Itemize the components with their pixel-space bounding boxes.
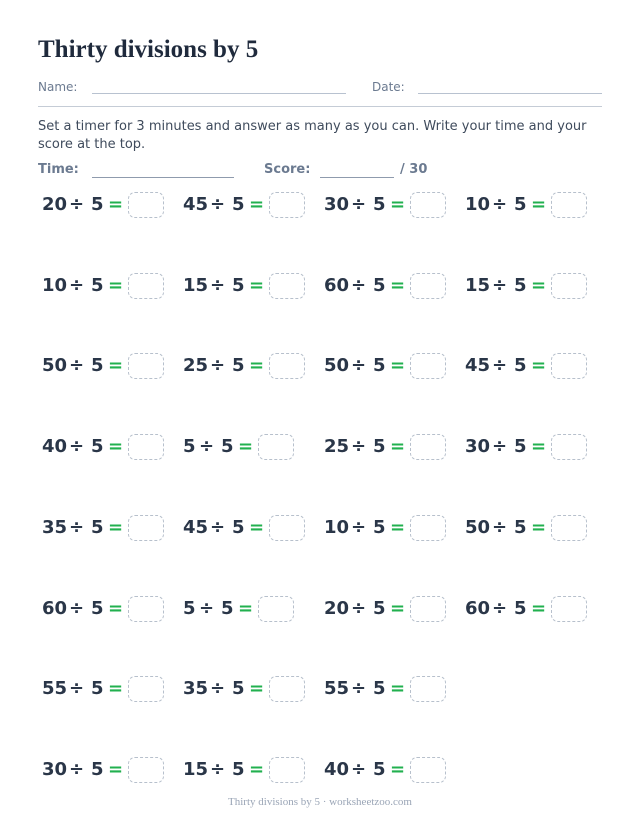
divisor: 5: [373, 194, 386, 215]
dividend: 5: [183, 597, 196, 619]
dividend: 25: [183, 355, 209, 377]
division-problem: [183, 434, 333, 462]
date-label: Date:: [372, 80, 405, 94]
division-problem: [42, 757, 192, 785]
division-problem: [183, 353, 333, 381]
answer-box[interactable]: [128, 676, 164, 702]
equals-symbol: =: [108, 516, 124, 538]
footer-credit: Thirty divisions by 5 · worksheetzoo.com: [228, 796, 412, 808]
dividend: 50: [324, 355, 350, 377]
division-problem: [42, 515, 192, 543]
divide-symbol: ÷: [69, 436, 85, 458]
answer-box[interactable]: [269, 676, 305, 702]
answer-box[interactable]: [551, 273, 587, 299]
divisor: 5: [373, 516, 386, 538]
dividend: 45: [465, 355, 491, 377]
answer-box[interactable]: [128, 192, 164, 218]
equals-symbol: =: [249, 516, 265, 538]
division-problem: [465, 596, 615, 624]
divisor: 5: [91, 678, 104, 700]
division-problem: [42, 353, 192, 381]
divisor: 5: [232, 516, 245, 538]
divide-symbol: ÷: [492, 194, 508, 215]
divisor: 5: [91, 274, 104, 296]
dividend: 55: [42, 678, 68, 700]
equals-symbol: =: [108, 678, 124, 700]
answer-box[interactable]: [128, 353, 164, 379]
division-problem: [183, 757, 333, 785]
dividend: 10: [324, 516, 350, 538]
dividend: 30: [465, 436, 491, 458]
answer-box[interactable]: [410, 192, 446, 218]
answer-box[interactable]: [269, 273, 305, 299]
divisor: 5: [373, 436, 386, 458]
divide-symbol: ÷: [199, 436, 215, 458]
answer-box[interactable]: [410, 676, 446, 702]
answer-box[interactable]: [128, 757, 164, 783]
equals-symbol: =: [238, 597, 254, 619]
divide-symbol: ÷: [69, 597, 85, 619]
division-problem: [42, 596, 192, 624]
dividend: 60: [465, 597, 491, 619]
division-problem: [465, 192, 615, 220]
divisor: 5: [514, 355, 527, 377]
divide-symbol: ÷: [492, 436, 508, 458]
answer-box[interactable]: [269, 757, 305, 783]
divide-symbol: ÷: [69, 678, 85, 700]
equals-symbol: =: [531, 194, 547, 215]
divide-symbol: ÷: [69, 758, 85, 780]
divide-symbol: ÷: [351, 758, 367, 780]
division-problem: [324, 434, 474, 462]
dividend: 35: [42, 516, 68, 538]
division-problem: [42, 273, 192, 301]
equals-symbol: =: [531, 274, 547, 296]
equals-symbol: =: [390, 274, 406, 296]
dividend: 50: [465, 516, 491, 538]
dividend: 20: [324, 597, 350, 619]
divide-symbol: ÷: [351, 355, 367, 377]
divisor: 5: [514, 436, 527, 458]
answer-box[interactable]: [269, 515, 305, 541]
answer-box[interactable]: [551, 353, 587, 379]
division-problem: [465, 434, 615, 462]
divisor: 5: [232, 678, 245, 700]
answer-box[interactable]: [258, 596, 294, 622]
equals-symbol: =: [108, 355, 124, 377]
divisor: 5: [91, 758, 104, 780]
dividend: 45: [183, 194, 209, 215]
name-label: Name:: [38, 80, 78, 94]
answer-box[interactable]: [128, 273, 164, 299]
answer-box[interactable]: [269, 192, 305, 218]
division-problem: [324, 515, 474, 543]
divide-symbol: ÷: [351, 436, 367, 458]
divisor: 5: [221, 436, 234, 458]
answer-box[interactable]: [410, 757, 446, 783]
division-problem: [42, 192, 192, 220]
division-problem: [465, 273, 615, 301]
divisor: 5: [91, 436, 104, 458]
equals-symbol: =: [531, 436, 547, 458]
dividend: 45: [183, 516, 209, 538]
answer-box[interactable]: [128, 515, 164, 541]
dividend: 40: [324, 758, 350, 780]
divide-symbol: ÷: [69, 274, 85, 296]
equals-symbol: =: [531, 355, 547, 377]
divisor: 5: [91, 516, 104, 538]
dividend: 60: [42, 597, 68, 619]
divisor: 5: [514, 274, 527, 296]
equals-symbol: =: [238, 436, 254, 458]
divide-symbol: ÷: [210, 758, 226, 780]
division-problem: [183, 273, 333, 301]
divisor: 5: [232, 274, 245, 296]
dividend: 15: [465, 274, 491, 296]
equals-symbol: =: [249, 194, 265, 215]
divide-symbol: ÷: [69, 516, 85, 538]
divide-symbol: ÷: [210, 274, 226, 296]
divide-symbol: ÷: [351, 516, 367, 538]
divisor: 5: [514, 516, 527, 538]
divide-symbol: ÷: [492, 274, 508, 296]
dividend: 20: [42, 194, 68, 215]
equals-symbol: =: [249, 678, 265, 700]
divide-symbol: ÷: [210, 194, 226, 215]
equals-symbol: =: [390, 516, 406, 538]
divide-symbol: ÷: [210, 516, 226, 538]
equals-symbol: =: [390, 436, 406, 458]
page-title: Thirty divisions by 5: [38, 36, 259, 63]
divisor: 5: [373, 678, 386, 700]
divide-symbol: ÷: [351, 597, 367, 619]
dividend: 50: [42, 355, 68, 377]
divisor: 5: [373, 355, 386, 377]
divide-symbol: ÷: [492, 516, 508, 538]
dividend: 30: [42, 758, 68, 780]
dividend: 35: [183, 678, 209, 700]
divisor: 5: [373, 597, 386, 619]
dividend: 60: [324, 274, 350, 296]
division-problem: [324, 757, 474, 785]
divisor: 5: [514, 597, 527, 619]
divide-symbol: ÷: [351, 194, 367, 215]
answer-box[interactable]: [551, 515, 587, 541]
equals-symbol: =: [108, 274, 124, 296]
divide-symbol: ÷: [199, 597, 215, 619]
division-problem: [183, 515, 333, 543]
equals-symbol: =: [108, 758, 124, 780]
answer-box[interactable]: [410, 353, 446, 379]
division-problem: [324, 353, 474, 381]
dividend: 25: [324, 436, 350, 458]
dividend: 10: [465, 194, 491, 215]
division-problem: [183, 192, 333, 220]
divisor: 5: [232, 355, 245, 377]
equals-symbol: =: [390, 597, 406, 619]
division-problem: [183, 676, 333, 704]
divisor: 5: [232, 758, 245, 780]
answer-box[interactable]: [128, 434, 164, 460]
divide-symbol: ÷: [210, 678, 226, 700]
divisor: 5: [91, 194, 104, 215]
equals-symbol: =: [531, 597, 547, 619]
division-problem: [324, 192, 474, 220]
divide-symbol: ÷: [492, 597, 508, 619]
equals-symbol: =: [249, 274, 265, 296]
answer-box[interactable]: [551, 434, 587, 460]
equals-symbol: =: [108, 597, 124, 619]
division-problem: [465, 353, 615, 381]
equals-symbol: =: [390, 355, 406, 377]
score-label: Score:: [264, 162, 311, 177]
division-problem: [42, 434, 192, 462]
answer-box[interactable]: [410, 515, 446, 541]
dividend: 40: [42, 436, 68, 458]
dividend: 10: [42, 274, 68, 296]
divisor: 5: [373, 758, 386, 780]
equals-symbol: =: [390, 758, 406, 780]
division-problem: [324, 273, 474, 301]
divisor: 5: [514, 194, 527, 215]
division-problem: [183, 596, 333, 624]
equals-symbol: =: [531, 516, 547, 538]
dividend: 30: [324, 194, 350, 215]
divisor: 5: [373, 274, 386, 296]
division-problem: [324, 596, 474, 624]
divisor: 5: [232, 194, 245, 215]
answer-box[interactable]: [410, 273, 446, 299]
answer-box[interactable]: [269, 353, 305, 379]
equals-symbol: =: [249, 355, 265, 377]
divide-symbol: ÷: [351, 274, 367, 296]
dividend: 15: [183, 758, 209, 780]
dividend: 55: [324, 678, 350, 700]
divisor: 5: [91, 597, 104, 619]
answer-box[interactable]: [128, 596, 164, 622]
divisor: 5: [91, 355, 104, 377]
answer-box[interactable]: [258, 434, 294, 460]
time-label: Time:: [38, 162, 79, 177]
equals-symbol: =: [390, 678, 406, 700]
instructions-text: Set a timer for 3 minutes and answer as many as you can. Write your time and your score at the top.: [38, 119, 587, 152]
dividend: 5: [183, 436, 196, 458]
division-problem: [42, 676, 192, 704]
answer-box[interactable]: [410, 596, 446, 622]
equals-symbol: =: [108, 194, 124, 215]
equals-symbol: =: [390, 194, 406, 215]
dividend: 15: [183, 274, 209, 296]
answer-box[interactable]: [551, 192, 587, 218]
divide-symbol: ÷: [492, 355, 508, 377]
equals-symbol: =: [108, 436, 124, 458]
divide-symbol: ÷: [351, 678, 367, 700]
division-problem: [465, 515, 615, 543]
score-total: / 30: [400, 162, 428, 177]
divide-symbol: ÷: [210, 355, 226, 377]
answer-box[interactable]: [410, 434, 446, 460]
divisor: 5: [221, 597, 234, 619]
division-problem: [324, 676, 474, 704]
divide-symbol: ÷: [69, 355, 85, 377]
answer-box[interactable]: [551, 596, 587, 622]
divide-symbol: ÷: [69, 194, 85, 215]
equals-symbol: =: [249, 758, 265, 780]
